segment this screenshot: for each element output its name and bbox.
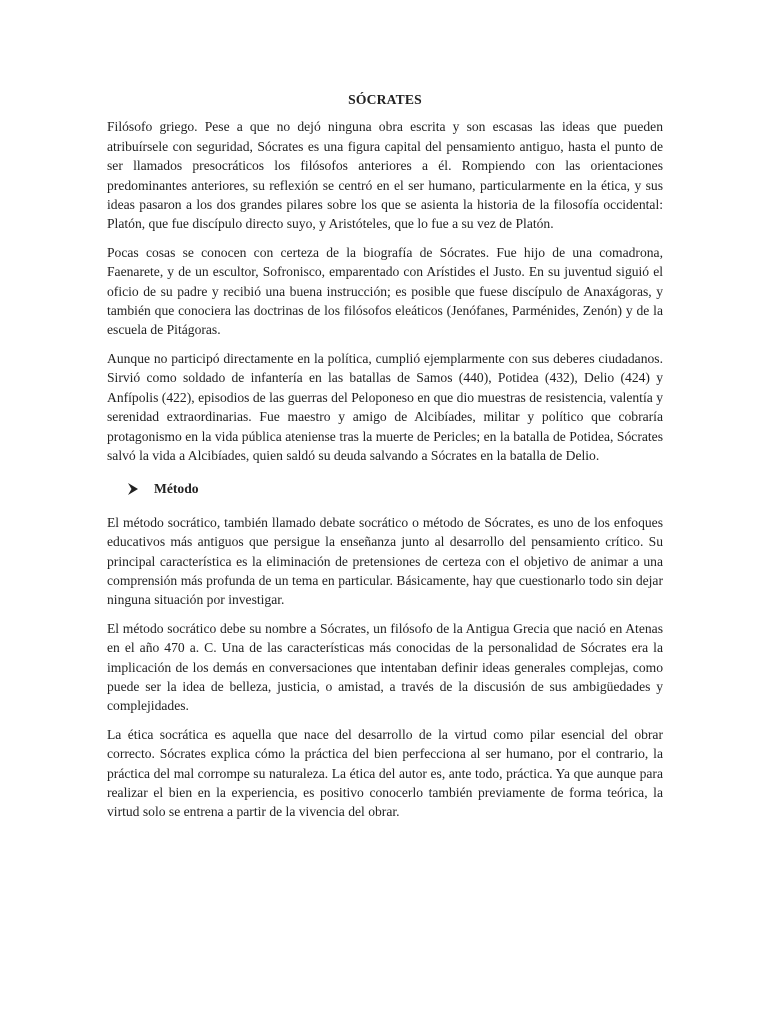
- paragraph-intro-2: Pocas cosas se conocen con certeza de la biografía de Sócrates. Fue hijo de una comadrona, Faenarete, y de un escultor, Sofronisco, emparentado con Arístides el Justo. En su juventud siguió el oficio de su padre y recibió una buena instrucción; es posible que fuese discípulo de Anaxágoras, y también que conociera las doctrinas de los filósofos eleáticos (Jenófanes, Parménides, Zenón) y de la escuela de Pitágoras.: [107, 244, 663, 338]
- paragraph-intro-3: Aunque no participó directamente en la política, cumplió ejemplarmente con sus deberes ciudadanos. Sirvió como soldado de infantería en las batallas de Samos (440), Potidea (432), Delio (424) y Anfípolis (422), episodios de las guerras del Peloponeso en que dio muestras de resistencia, valentía y serenidad extraordinarias. Fue maestro y amigo de Alcibíades, militar y político que cobraría protagonismo en la vida pública ateniense tras la muerte de Pericles; en la batalla de Potidea, Sócrates salvó la vida a Alcibíades, quien saldó su deuda salvando a Sócrates en la batalla de Delio.: [107, 350, 663, 463]
- document-body: [107, 90, 663, 831]
- section-heading-metodo: [126, 479, 663, 498]
- paragraph-method-3: La ética socrática es aquella que nace del desarrollo de la virtud como pilar esencial del obrar correcto. Sócrates explica cómo la práctica del bien perfecciona al ser humano, por el contrario, la práctica del mal corrompe su naturaleza. La ética del autor es, ante todo, práctica. Ya que aunque para realizar el bien en la experiencia, es positivo conocerlo también previamente de forma teórica, la virtud solo se entrena a partir de la vivencia del obrar.: [107, 726, 663, 820]
- document-title: SÓCRATES: [348, 92, 422, 107]
- paragraph-method-2: El método socrático debe su nombre a Sócrates, un filósofo de la Antigua Grecia que nació en Atenas en el año 470 a. C. Una de las características más conocidas de la personalidad de Sócrates era la implicación de los demás en conversaciones que intentaban definir ideas generales complejas, como puede ser la idea de belleza, justicia, o amistad, a través de la discusión de sus ambigüedades y complejidades.: [107, 620, 663, 714]
- section-heading-label: Método: [154, 481, 199, 497]
- arrow-bullet-icon: [126, 482, 140, 496]
- paragraph-intro-1: Filósofo griego. Pese a que no dejó ninguna obra escrita y son escasas las ideas que pueden atribuírsele con seguridad, Sócrates es una figura capital del pensamiento antiguo, hasta el punto de ser llamados presocráticos los filósofos anteriores a él. Rompiendo con las orientaciones predominantes anteriores, su reflexión se centró en el ser humano, particularmente en la ética, y sus ideas pasaron a los dos grandes pilares sobre los que se asienta la historia de la filosofía occidental: Platón, que fue discípulo directo suyo, y Aristóteles, que lo fue a su vez de Platón.: [107, 119, 663, 232]
- paragraph-method-1: El método socrático, también llamado debate socrático o método de Sócrates, es uno de los enfoques educativos más antiguos que persigue la enseñanza junto al desarrollo del pensamiento crítico. Su principal característica es la eliminación de pretensiones de certeza con el objetivo de animar a una comprensión más profunda de un tema en particular. Básicamente, hay que cuestionarlo todo sin dejar ninguna situación por investigar.: [107, 514, 663, 608]
